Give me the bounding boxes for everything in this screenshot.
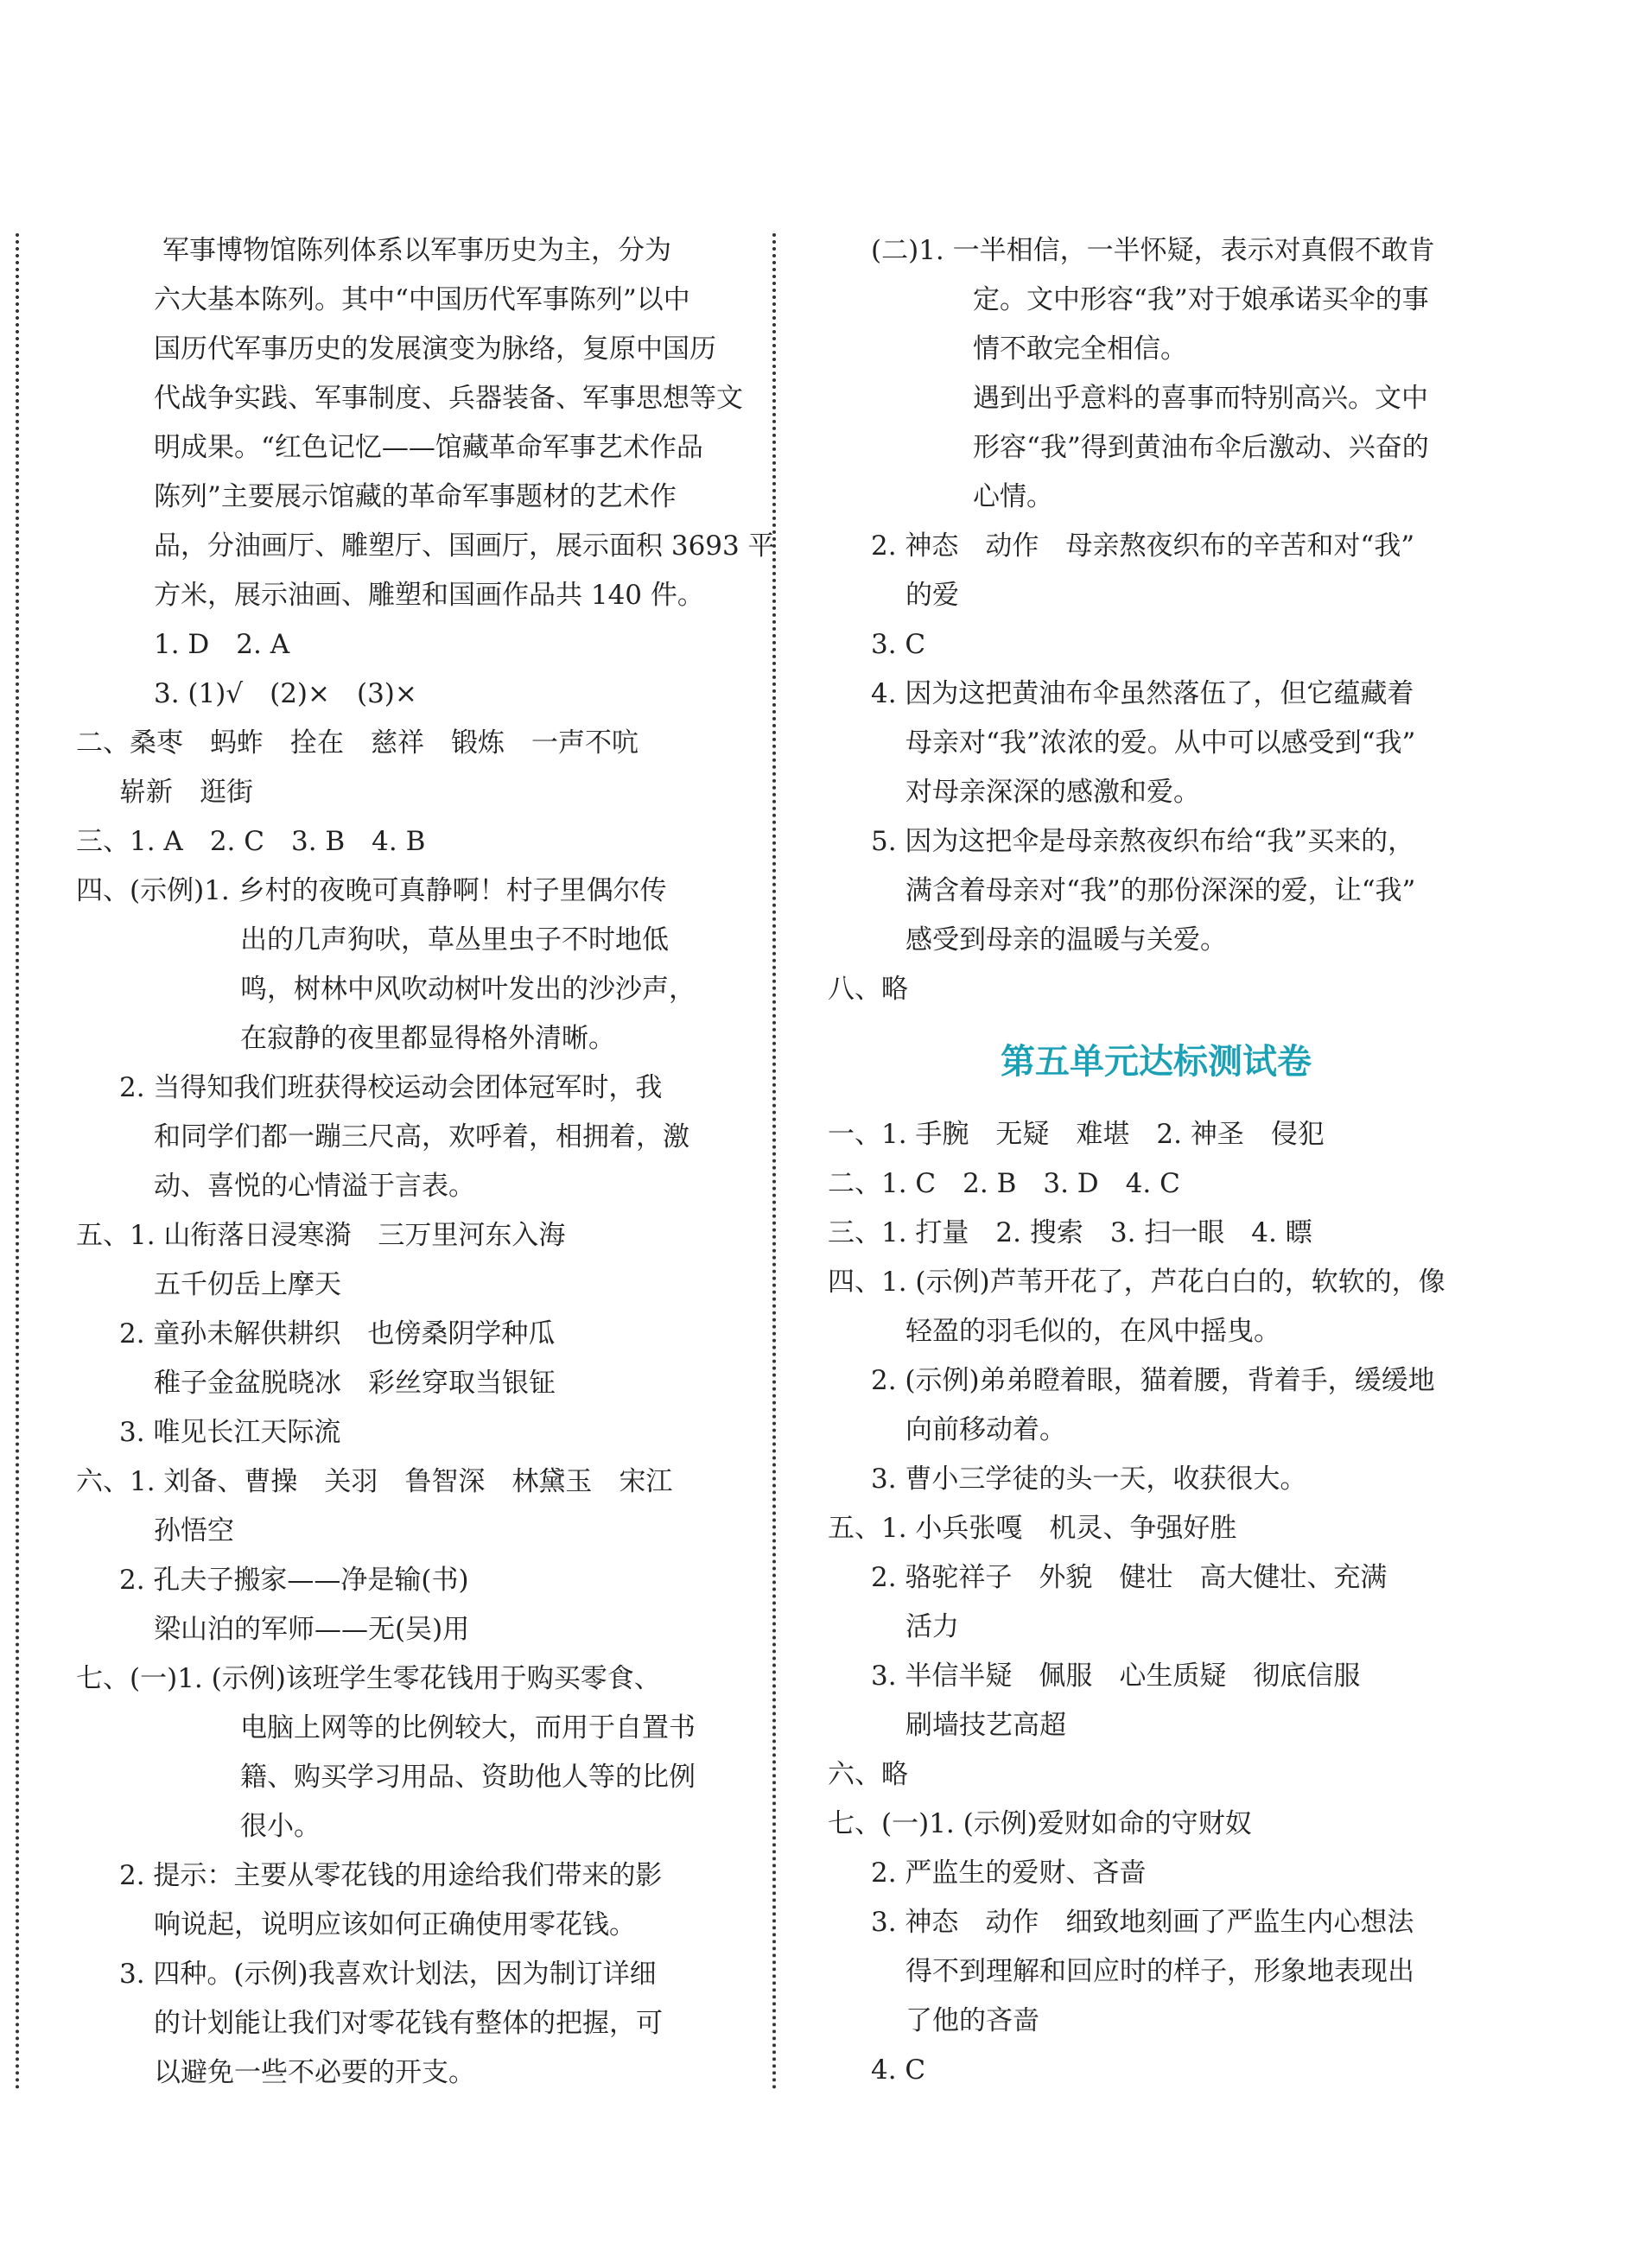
answer-line: 籍、购买学习用品、资助他人等的比例 bbox=[240, 1762, 696, 1793]
answer-line: 3. 曹小三学徒的头一天，收获很大。 bbox=[871, 1464, 1307, 1495]
answer-line: 心情。 bbox=[973, 481, 1053, 512]
answer-line: 五千仞岳上摩天 bbox=[154, 1269, 341, 1300]
answer-line: 得不到理解和回应时的样子，形象地表现出 bbox=[905, 1956, 1414, 1987]
answer-line: 4. C bbox=[871, 2054, 926, 2086]
answer-line: 3. (1)√ (2)× (3)× bbox=[154, 678, 417, 709]
answer-line: 鸣，树林中风吹动树叶发出的沙沙声， bbox=[240, 974, 696, 1005]
answer-line: 三、1. A 2. C 3. B 4. B bbox=[76, 826, 426, 857]
answer-line: 七、(一)1. (示例)爱财如命的守财奴 bbox=[828, 1808, 1252, 1839]
answer-line: 刷墙技艺高超 bbox=[905, 1710, 1066, 1741]
answer-line: 五、1. 山衔落日浸寒漪 三万里河东入海 bbox=[76, 1220, 566, 1251]
answer-line: 稚子金盆脱晓冰 彩丝穿取当银钲 bbox=[154, 1368, 556, 1399]
answer-line: 4. 因为这把黄油布伞虽然落伍了，但它蕴藏着 bbox=[871, 678, 1414, 709]
answer-line: 活力 bbox=[905, 1611, 959, 1642]
answer-line: 六大基本陈列。其中“中国历代军事陈列”以中 bbox=[154, 284, 690, 315]
answer-line: 对母亲深深的感激和爱。 bbox=[905, 777, 1200, 808]
answer-line: 3. 四种。(示例)我喜欢计划法，因为制订详细 bbox=[119, 1959, 657, 1990]
answer-line: 以避免一些不必要的开支。 bbox=[154, 2057, 475, 2088]
unit-title: 第五单元达标测试卷 bbox=[1001, 1041, 1312, 1082]
answer-line: 2. 孔夫子搬家——净是输(书) bbox=[119, 1565, 469, 1596]
answer-line: 国历代军事历史的发展演变为脉络，复原中国历 bbox=[154, 333, 716, 365]
answer-line: 2. 当得知我们班获得校运动会团体冠军时，我 bbox=[119, 1072, 663, 1103]
answer-line: 响说起，说明应该如何正确使用零花钱。 bbox=[154, 1909, 636, 1940]
answer-line: 3. C bbox=[871, 629, 926, 660]
answer-line: 六、略 bbox=[828, 1759, 908, 1790]
left-column bbox=[76, 226, 775, 2098]
answer-line: 六、1. 刘备、曹操 关羽 鲁智深 林黛玉 宋江 bbox=[76, 1466, 673, 1497]
answer-line: 满含着母亲对“我”的那份深深的爱，让“我” bbox=[905, 875, 1416, 906]
answer-line: 的爱 bbox=[905, 580, 959, 611]
answer-line: 情不敢完全相信。 bbox=[973, 333, 1187, 365]
answer-line: 定。文中形容“我”对于娘承诺买伞的事 bbox=[973, 284, 1429, 315]
answer-line: 八、略 bbox=[828, 974, 908, 1005]
answer-line: 形容“我”得到黄油布伞后激动、兴奋的 bbox=[973, 432, 1429, 463]
answer-line: 四、1. (示例)芦苇开花了，芦花白白的，软软的，像 bbox=[828, 1267, 1446, 1298]
answer-line: 1. D 2. A bbox=[154, 629, 290, 660]
answer-line: 感受到母亲的温暖与关爱。 bbox=[905, 924, 1227, 956]
answer-line: 3. 唯见长江天际流 bbox=[119, 1417, 341, 1448]
answer-line: 军事博物馆陈列体系以军事历史为主，分为 bbox=[162, 235, 671, 266]
answer-line: 2. 骆驼祥子 外貌 健壮 高大健壮、充满 bbox=[871, 1562, 1388, 1593]
answer-line: 五、1. 小兵张嘎 机灵、争强好胜 bbox=[828, 1513, 1237, 1544]
answer-line: 和同学们都一蹦三尺高，欢呼着，相拥着，激 bbox=[154, 1121, 689, 1153]
right-column-top bbox=[828, 226, 1484, 1014]
answer-line: 2. 神态 动作 母亲熬夜织布的辛苦和对“我” bbox=[871, 530, 1415, 562]
answer-line: 3. 神态 动作 细致地刻画了严监生内心想法 bbox=[871, 1907, 1414, 1938]
answer-line: 的计划能让我们对零花钱有整体的把握，可 bbox=[154, 2008, 663, 2039]
answer-line: 孙悟空 bbox=[154, 1515, 234, 1546]
answer-line: 在寂静的夜里都显得格外清晰。 bbox=[240, 1023, 615, 1054]
answer-line: 方米，展示油画、雕塑和国画作品共 140 件。 bbox=[154, 580, 704, 611]
answer-line: 梁山泊的军师——无(吴)用 bbox=[154, 1614, 470, 1645]
answer-line: 明成果。“红色记忆——馆藏革命军事艺术作品 bbox=[154, 432, 703, 463]
answer-line: 2. 严监生的爱财、吝啬 bbox=[871, 1857, 1147, 1889]
answer-line: 母亲对“我”浓浓的爱。从中可以感受到“我” bbox=[905, 727, 1416, 759]
answer-line: 七、(一)1. (示例)该班学生零花钱用于购买零食、 bbox=[76, 1663, 661, 1694]
answer-line: 代战争实践、军事制度、兵器装备、军事思想等文 bbox=[154, 383, 743, 414]
answer-line: 三、1. 打量 2. 搜索 3. 扫一眼 4. 瞟 bbox=[828, 1217, 1312, 1248]
column-divider bbox=[772, 233, 776, 2091]
right-column-bottom bbox=[828, 1110, 1484, 2095]
answer-line: 了他的吝啬 bbox=[905, 2005, 1039, 2036]
answer-line: 四、(示例)1. 乡村的夜晚可真静啊！村子里偶尔传 bbox=[76, 875, 667, 906]
answer-line: (二)1. 一半相信，一半怀疑，表示对真假不敢肯 bbox=[871, 235, 1435, 266]
answer-line: 电脑上网等的比例较大，而用于自置书 bbox=[240, 1712, 696, 1743]
answer-line: 品，分油画厅、雕塑厅、国画厅，展示面积 3693 平 bbox=[154, 530, 775, 562]
answer-line: 轻盈的羽毛似的，在风中摇曳。 bbox=[905, 1316, 1280, 1347]
answer-line: 2. (示例)弟弟瞪着眼，猫着腰，背着手，缓缓地 bbox=[871, 1365, 1435, 1396]
answer-line: 5. 因为这把伞是母亲熬夜织布给“我”买来的， bbox=[871, 826, 1415, 857]
answer-line: 陈列”主要展示馆藏的革命军事题材的艺术作 bbox=[154, 481, 677, 512]
answer-line: 遇到出乎意料的喜事而特别高兴。文中 bbox=[973, 383, 1428, 414]
left-dotted-border bbox=[16, 233, 19, 2091]
answer-line: 出的几声狗吠，草丛里虫子不时地低 bbox=[240, 924, 669, 956]
answer-line: 2. 童孙未解供耕织 也傍桑阴学种瓜 bbox=[119, 1318, 556, 1349]
answer-line: 二、桑枣 蚂蚱 拴在 慈祥 锻炼 一声不吭 bbox=[76, 727, 639, 759]
answer-line: 崭新 逛街 bbox=[119, 777, 253, 808]
answer-line: 一、1. 手腕 无疑 难堪 2. 神圣 侵犯 bbox=[828, 1119, 1325, 1150]
answer-line: 二、1. C 2. B 3. D 4. C bbox=[828, 1168, 1180, 1199]
answer-line: 动、喜悦的心情溢于言表。 bbox=[154, 1171, 475, 1202]
answer-line: 向前移动着。 bbox=[905, 1414, 1066, 1445]
answer-line: 2. 提示：主要从零花钱的用途给我们带来的影 bbox=[119, 1860, 663, 1891]
answer-line: 3. 半信半疑 佩服 心生质疑 彻底信服 bbox=[871, 1661, 1361, 1692]
answer-line: 很小。 bbox=[240, 1811, 321, 1842]
